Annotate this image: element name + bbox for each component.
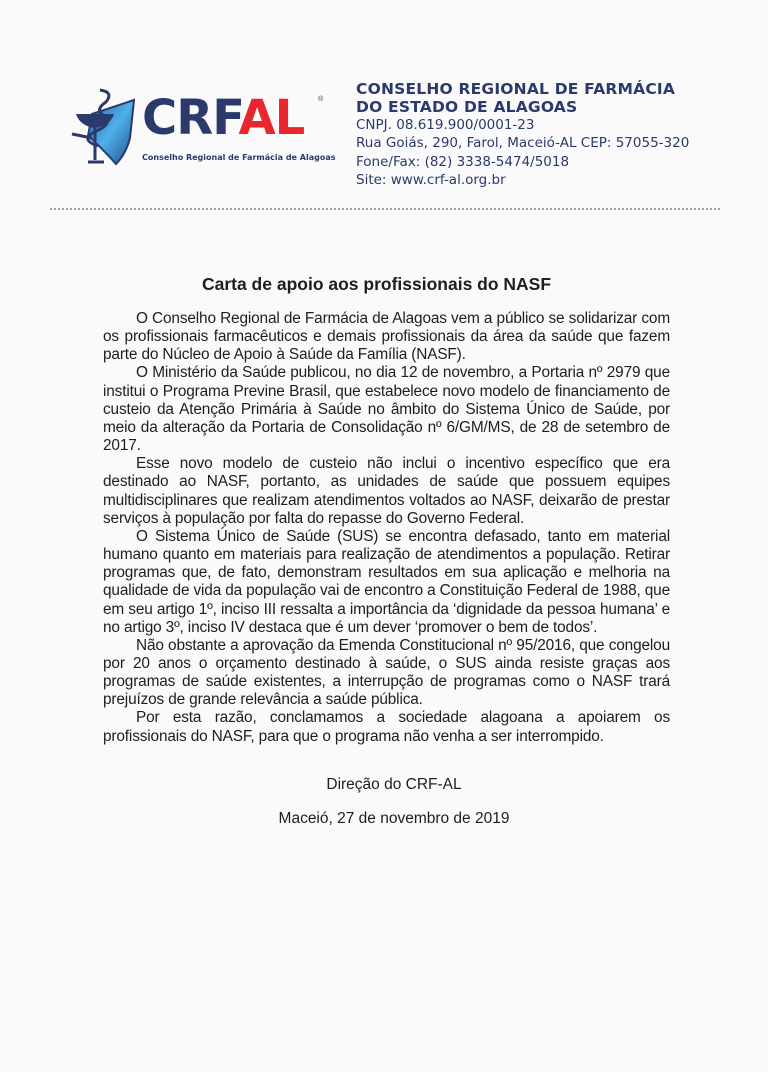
org-site: Site: www.crf-al.org.br <box>356 171 506 188</box>
crfal-logo <box>70 82 336 172</box>
paragraph-4: O Sistema Único de Saúde (SUS) se encontra defasado, tanto em material humano quanto em materiais para realização de atendimentos a população. Retirar programas que, de fato, demonstram resultados em sua aplicação e melhoria na qualidade de vida da população vai de encontro a Constituição Federal de 1988, que em seu artigo 1º, inciso III ressalta a importância da ‘dignidade da pessoa humana’ e no artigo 3º, inciso IV destaca que é um dever ‘promover o bem de todos’. <box>103 527 670 636</box>
logo-wordmark <box>142 88 304 148</box>
logo-wordmark-crf: CRF <box>142 90 239 146</box>
letter-title: Carta de apoio aos profissionais do NASF <box>201 274 552 294</box>
org-phone: Fone/Fax: (82) 3338-5474/5018 <box>356 153 570 170</box>
org-cnpj: CNPJ. 08.619.900/0001-23 <box>356 117 535 133</box>
organization-info <box>356 80 689 189</box>
letterhead <box>0 0 768 200</box>
org-name-line2: DO ESTADO DE ALAGOAS <box>356 98 578 116</box>
logo-wordmark-al: AL <box>238 90 305 146</box>
org-name-line1: CONSELHO REGIONAL DE FARMÁCIA <box>356 80 676 98</box>
paragraph-5: Não obstante a aprovação da Emenda Constitucional nº 95/2016, que congelou por 20 anos o orçamento destinado à saúde, o SUS ainda resiste graças aos programas de saúde existentes, a interrupção de programas como o NASF trará prejuízos de grande relevância a saúde pública. <box>103 636 670 709</box>
paragraph-3: Esse novo modelo de custeio não inclui o incentivo específico que era destinado ao NASF, portanto, as unidades de saúde que possuem equipes multidisciplinares que realizam atendimentos voltados ao NASF, deixarão de prestar serviços à população por falta do repasse do Governo Federal. <box>103 455 670 527</box>
registered-mark: ® <box>318 96 324 103</box>
place-date: Maceió, 27 de novembro de 2019 <box>278 810 510 827</box>
dotted-divider <box>50 208 720 210</box>
paragraph-6: Por esta razão, conclamamos a sociedade alagoana a apoiarem os profissionais do NASF, para que o programa não venha a ser interrompido. <box>103 709 670 745</box>
org-address: Rua Goiás, 290, Farol, Maceió-AL CEP: 57055-320 <box>356 135 690 152</box>
caduceus-shield-icon <box>70 86 140 166</box>
paragraph-2: O Ministério da Saúde publicou, no dia 12 de novembro, a Portaria nº 2979 que institui o Programa Previne Brasil, que estabelece novo modelo de financiamento de custeio da Atenção Primária à Saúde no âmbito do Sistema Único de Saúde, por meio da alteração da Portaria de Consolidação nº 6/GM/MS, de 28 de setembro de 2017. <box>103 364 670 455</box>
letter-body <box>103 272 670 746</box>
paragraph-1: O Conselho Regional de Farmácia de Alagoas vem a público se solidarizar com os profissionais farmacêuticos e demais profissionais da área da saúde que fazem parte do Núcleo de Apoio à Saúde da Família (NASF). <box>103 310 670 364</box>
signature: Direção do CRF-AL <box>326 776 462 793</box>
logo-subtitle: Conselho Regional de Farmácia de Alagoas <box>142 153 336 162</box>
